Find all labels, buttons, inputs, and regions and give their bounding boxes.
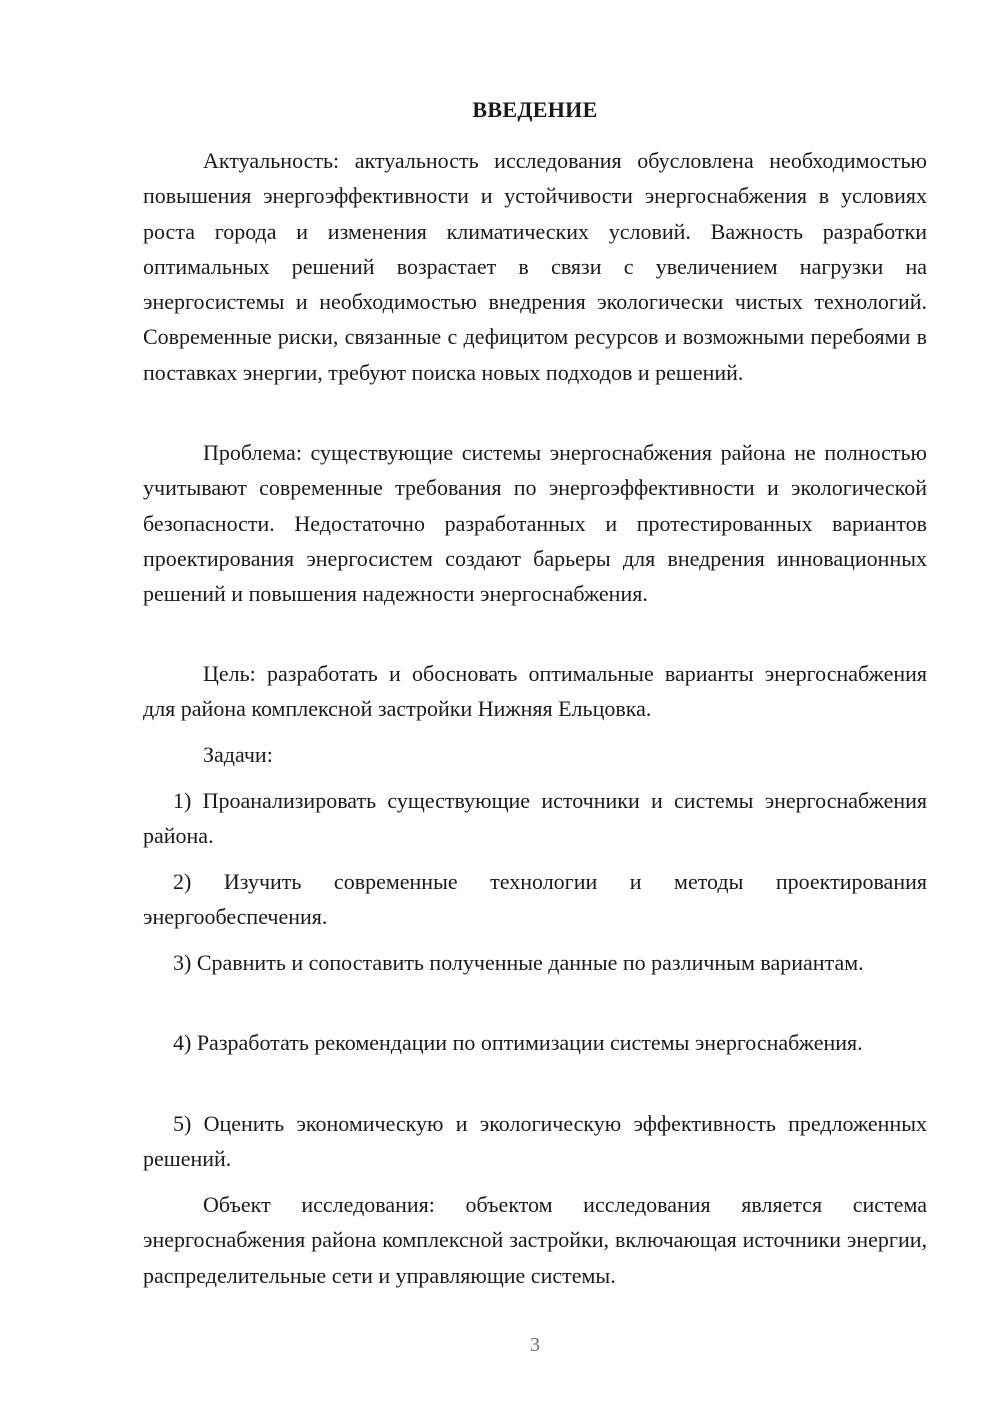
relevance-paragraph: Актуальность: актуальность исследования обусловлена необходимостью повышения энергоэффективности и устойчивости энергоснабжения в условиях роста города и изменения климатических условий. Важность разработки оптимальных решений возрастает в связи с увеличением нагрузки на энергосистемы и необходимостью внедрения экологически чистых технологий. Современные риски, связанные с дефицитом ресурсов и возможными перебоями в поставках энергии, требуют поиска новых подходов и решений. — [143, 148, 927, 385]
task-item-3: 3) Сравнить и сопоставить полученные данные по различным вариантам. — [173, 950, 864, 975]
object-paragraph: Объект исследования: объектом исследования является система энергоснабжения района комплексной застройки, включающая источники энергии, распределительные сети и управляющие системы. — [143, 1192, 927, 1288]
task-item-2: 2) Изучить современные технологии и методы проектирования энергообеспечения. — [143, 869, 927, 930]
document-page — [143, 0, 927, 1414]
problem-paragraph: Проблема: существующие системы энергоснабжения района не полностью учитывают современные требования по энергоэффективности и экологической безопасности. Недостаточно разработанных и протестированных вариантов проектирования энергосистем создают барьеры для внедрения инновационных решений и повышения надежности энергоснабжения. — [143, 440, 927, 607]
section-title: ВВЕДЕНИЕ — [472, 97, 598, 122]
tasks-heading: Задачи: — [203, 742, 273, 767]
task-item-1: 1) Проанализировать существующие источники и системы энергоснабжения района. — [143, 788, 927, 849]
task-item-4: 4) Разработать рекомендации по оптимизации системы энергоснабжения. — [173, 1030, 863, 1055]
task-item-5: 5) Оценить экономическую и экологическую эффективность предложенных решений. — [143, 1111, 927, 1172]
page-number: 3 — [530, 1334, 540, 1356]
goal-paragraph: Цель: разработать и обосновать оптимальные варианты энергоснабжения для района комплексной застройки Нижняя Ельцовка. — [143, 661, 927, 722]
